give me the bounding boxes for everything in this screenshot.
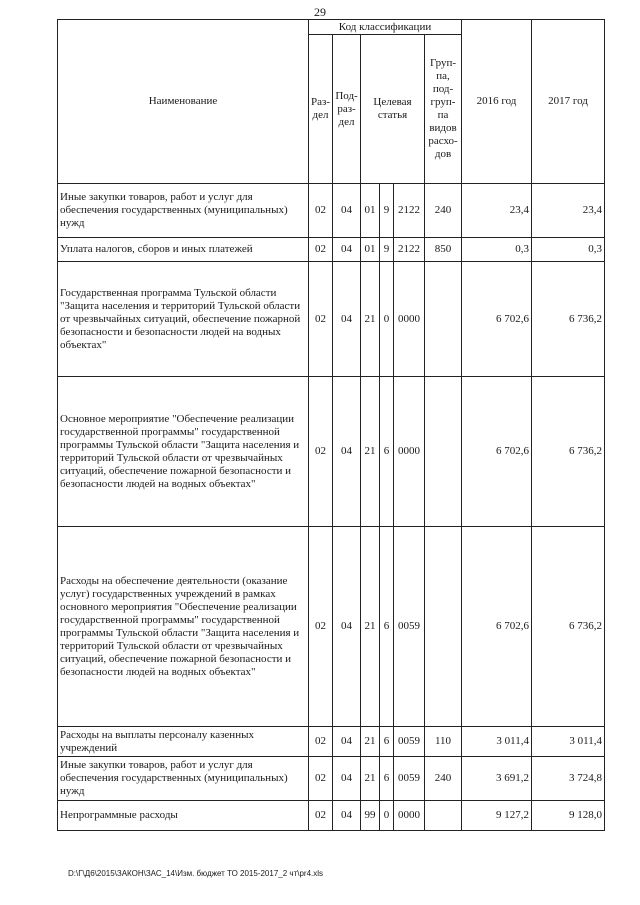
budget-table [57, 19, 605, 831]
table-row [58, 238, 605, 262]
table-row [58, 377, 605, 527]
row-razdel-cell: 02 [309, 377, 333, 527]
row-podrazdel-cell: 04 [333, 801, 361, 831]
row-razdel-cell: 02 [309, 727, 333, 757]
row-expense-type-cell: 240 [425, 757, 462, 801]
row-target-direction-cell: 0059 [394, 727, 425, 757]
header-year-2017: 2017 год [532, 20, 605, 184]
row-target-program-cell: 21 [361, 727, 380, 757]
table-row [58, 727, 605, 757]
row-target-direction-cell: 0000 [394, 262, 425, 377]
row-name-cell: Государственная программа Тульской области "Защита населения и территорий Тульской области от чрезвычайных ситуаций, обеспечение пожарной безопасности и безопасности людей на водных объектах" [58, 262, 309, 377]
row-name-cell: Уплата налогов, сборов и иных платежей [58, 238, 309, 262]
row-name-cell: Расходы на обеспечение деятельности (оказание услуг) государственных учреждений в рамках основного мероприятия "Обеспечение реализации государственной программы" государственной программы Тульской области "Защита населения и территорий Тульской области от чрезвычайных ситуаций, обеспечение пожарной безопасности и безопасности людей на водных объектах" [58, 527, 309, 727]
row-name-cell: Иные закупки товаров, работ и услуг для обеспечения государственных (муниципальных) нужд [58, 184, 309, 238]
row-target-program-cell: 21 [361, 377, 380, 527]
table-row [58, 184, 605, 238]
row-amount-2016-cell: 3 011,4 [462, 727, 532, 757]
row-podrazdel-cell: 04 [333, 377, 361, 527]
row-target-program-cell: 01 [361, 238, 380, 262]
row-amount-2016-cell: 23,4 [462, 184, 532, 238]
row-podrazdel-cell: 04 [333, 757, 361, 801]
row-target-subprogram-cell: 9 [380, 238, 394, 262]
row-amount-2016-cell: 6 702,6 [462, 377, 532, 527]
row-name-cell: Расходы на выплаты персоналу казенных учреждений [58, 727, 309, 757]
row-expense-type-cell: 240 [425, 184, 462, 238]
row-target-direction-cell: 0000 [394, 377, 425, 527]
row-target-direction-cell: 2122 [394, 184, 425, 238]
row-target-direction-cell: 2122 [394, 238, 425, 262]
row-expense-type-cell [425, 262, 462, 377]
row-amount-2017-cell: 23,4 [532, 184, 605, 238]
row-podrazdel-cell: 04 [333, 262, 361, 377]
row-razdel-cell: 02 [309, 757, 333, 801]
header-target-article: Целевая статья [361, 35, 425, 184]
row-expense-type-cell [425, 801, 462, 831]
header-expense-group: Груп- па, под- груп- па видов расхо- дов [425, 35, 462, 184]
row-target-program-cell: 21 [361, 262, 380, 377]
table-row [58, 262, 605, 377]
row-razdel-cell: 02 [309, 184, 333, 238]
row-razdel-cell: 02 [309, 262, 333, 377]
row-target-direction-cell: 0059 [394, 757, 425, 801]
footer-file-path: D:\Г\Д6\2015\ЗАКОН\ЗАС_14\Изм. бюджет ТО 2015-2017_2 чт\pr4.xls [68, 869, 324, 878]
row-amount-2016-cell: 6 702,6 [462, 527, 532, 727]
row-target-subprogram-cell: 9 [380, 184, 394, 238]
table-row [58, 757, 605, 801]
row-amount-2017-cell: 6 736,2 [532, 262, 605, 377]
row-podrazdel-cell: 04 [333, 238, 361, 262]
row-razdel-cell: 02 [309, 238, 333, 262]
row-amount-2016-cell: 0,3 [462, 238, 532, 262]
row-expense-type-cell: 110 [425, 727, 462, 757]
row-amount-2017-cell: 6 736,2 [532, 527, 605, 727]
row-podrazdel-cell: 04 [333, 727, 361, 757]
table-body [58, 184, 605, 831]
row-podrazdel-cell: 04 [333, 527, 361, 727]
row-amount-2017-cell: 6 736,2 [532, 377, 605, 527]
row-target-program-cell: 21 [361, 757, 380, 801]
header-year-2016: 2016 год [462, 20, 532, 184]
row-expense-type-cell: 850 [425, 238, 462, 262]
row-target-subprogram-cell: 6 [380, 377, 394, 527]
header-podrazdel: Под- раз- дел [333, 35, 361, 184]
row-amount-2017-cell: 0,3 [532, 238, 605, 262]
row-target-subprogram-cell: 6 [380, 727, 394, 757]
row-name-cell: Иные закупки товаров, работ и услуг для обеспечения государственных (муниципальных) нужд [58, 757, 309, 801]
header-name: Наименование [58, 20, 309, 184]
row-razdel-cell: 02 [309, 801, 333, 831]
row-amount-2016-cell: 6 702,6 [462, 262, 532, 377]
row-name-cell: Непрограммные расходы [58, 801, 309, 831]
row-target-direction-cell: 0000 [394, 801, 425, 831]
row-amount-2017-cell: 9 128,0 [532, 801, 605, 831]
row-target-subprogram-cell: 0 [380, 801, 394, 831]
header-row-top [58, 20, 605, 35]
table-row [58, 801, 605, 831]
row-target-program-cell: 01 [361, 184, 380, 238]
row-expense-type-cell [425, 527, 462, 727]
row-razdel-cell: 02 [309, 527, 333, 727]
table-row [58, 527, 605, 727]
row-amount-2016-cell: 9 127,2 [462, 801, 532, 831]
row-target-subprogram-cell: 0 [380, 262, 394, 377]
row-expense-type-cell [425, 377, 462, 527]
row-name-cell: Основное мероприятие "Обеспечение реализации государственной программы" государственной программы Тульской области "Защита населения и территорий Тульской области от чрезвычайных ситуаций, обеспечение пожарной безопасности и безопасности людей на водных объектах" [58, 377, 309, 527]
header-code-group: Код классификации [309, 20, 462, 35]
row-target-subprogram-cell: 6 [380, 757, 394, 801]
row-amount-2016-cell: 3 691,2 [462, 757, 532, 801]
row-amount-2017-cell: 3 011,4 [532, 727, 605, 757]
row-amount-2017-cell: 3 724,8 [532, 757, 605, 801]
row-target-direction-cell: 0059 [394, 527, 425, 727]
row-target-program-cell: 21 [361, 527, 380, 727]
row-target-program-cell: 99 [361, 801, 380, 831]
header-razdel: Раз- дел [309, 35, 333, 184]
row-podrazdel-cell: 04 [333, 184, 361, 238]
row-target-subprogram-cell: 6 [380, 527, 394, 727]
page-number: 29 [314, 5, 326, 19]
